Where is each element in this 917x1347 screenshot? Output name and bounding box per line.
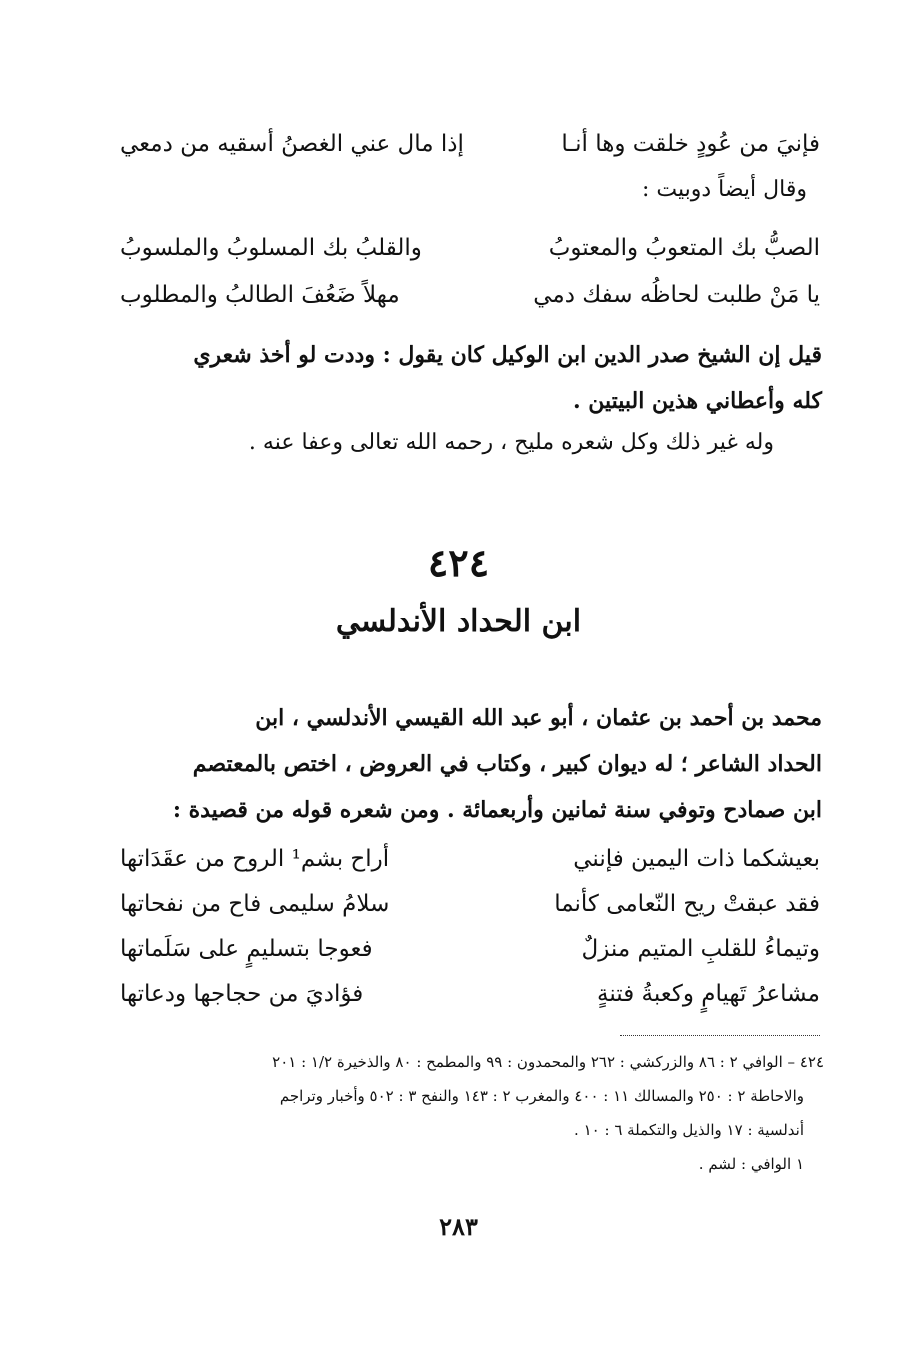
anecdote-paragraph [110, 332, 822, 424]
footnote-line: ٤٢٤ – الوافي ٢ : ٨٦ والزركشي : ٢٦٢ والمحمدون : ٩٩ والمطمح : ٨٠ والذخيرة ١/٢ : ٢٠١ [272, 1053, 824, 1071]
verse-hemistich-right: يا مَنْ طلبت لحاظُه سفك دمي [533, 282, 820, 308]
footnote-line: والاحاطة ٢ : ٢٥٠ والمسالك ١١ : ٤٠٠ والمغرب ٢ : ١٤٣ والنفح ٣ : ٥٠٢ وأخبار وتراجم [279, 1087, 804, 1105]
biography-line: ابن صمادح وتوفي سنة ثمانين وأربعمائة . ومن شعره قوله من قصيدة : [172, 797, 822, 823]
footnote-line: ١ الوافي : لشم . [698, 1155, 804, 1173]
verse-hemistich-right: فإنيَ من عُودٍ خلقت وها أنـا [561, 131, 820, 157]
verse-line [120, 972, 820, 1016]
verse-hemistich-right: فقد عبقتْ ريح النّعامى كأنما [554, 891, 820, 917]
verse-line [120, 273, 820, 317]
verse-hemistich-right: الصبُّ بك المتعوبُ والمعتوبُ [548, 235, 820, 261]
intro-line: وقال أيضاً دوبيت : [641, 177, 807, 202]
entry-title: ابن الحداد الأندلسي [335, 604, 582, 639]
verse-line [120, 882, 820, 926]
page-number: ٢٨٣ [439, 1212, 478, 1241]
anecdote-line: قيل إن الشيخ صدر الدين ابن الوكيل كان يقول : وددت لو أخذ شعري [193, 342, 822, 368]
verse-hemistich-left: فؤاديَ من حجاجها ودعاتها [120, 981, 364, 1007]
biography-line: محمد بن أحمد بن عثمان ، أبو عبد الله القيسي الأندلسي ، ابن [255, 705, 822, 731]
verse-hemistich-left: إذا مال عني الغصنُ أسقيه من دمعي [120, 131, 464, 157]
biography-paragraph [110, 695, 822, 833]
verse-hemistich-left: سلامُ سليمى فاح من نفحاتها [120, 891, 390, 917]
anecdote-line: كله وأعطاني هذين البيتين . [572, 388, 822, 414]
verse-line [120, 122, 820, 166]
closing-line: وله غير ذلك وكل شعره مليح ، رحمه الله تعالى وعفا عنه . [248, 430, 774, 455]
verse-hemistich-left: والقلبُ بك المسلوبُ والملسوبُ [120, 235, 422, 261]
verse-hemistich-right: مشاعرُ تَهيامٍ وكعبةُ فتنةٍ [596, 981, 820, 1007]
verse-hemistich-right: وتيماءُ للقلبِ المتيم منزلٌ [581, 936, 820, 962]
footnote-separator [620, 1035, 820, 1036]
verse-hemistich-right: بعيشكما ذات اليمين فإنني [573, 846, 820, 872]
verse-line [120, 226, 820, 270]
footnote-line: أندلسية : ١٧ والذيل والتكملة ٦ : ١٠ . [574, 1121, 804, 1139]
entry-number: ٤٢٤ [427, 540, 490, 585]
verse-line [120, 837, 820, 881]
footnotes [112, 1045, 824, 1181]
verse-hemistich-left: فعوجا بتسليمٍ على سَلَماتها [120, 936, 373, 962]
verse-line [120, 927, 820, 971]
verse-hemistich-left: مهلاً ضَعُفَ الطالبُ والمطلوب [120, 282, 400, 308]
verse-hemistich-left: أراح بشم¹ الروح من عقَدَاتها [120, 846, 390, 872]
biography-line: الحداد الشاعر ؛ له ديوان كبير ، وكتاب في العروض ، اختص بالمعتصم [192, 751, 822, 777]
